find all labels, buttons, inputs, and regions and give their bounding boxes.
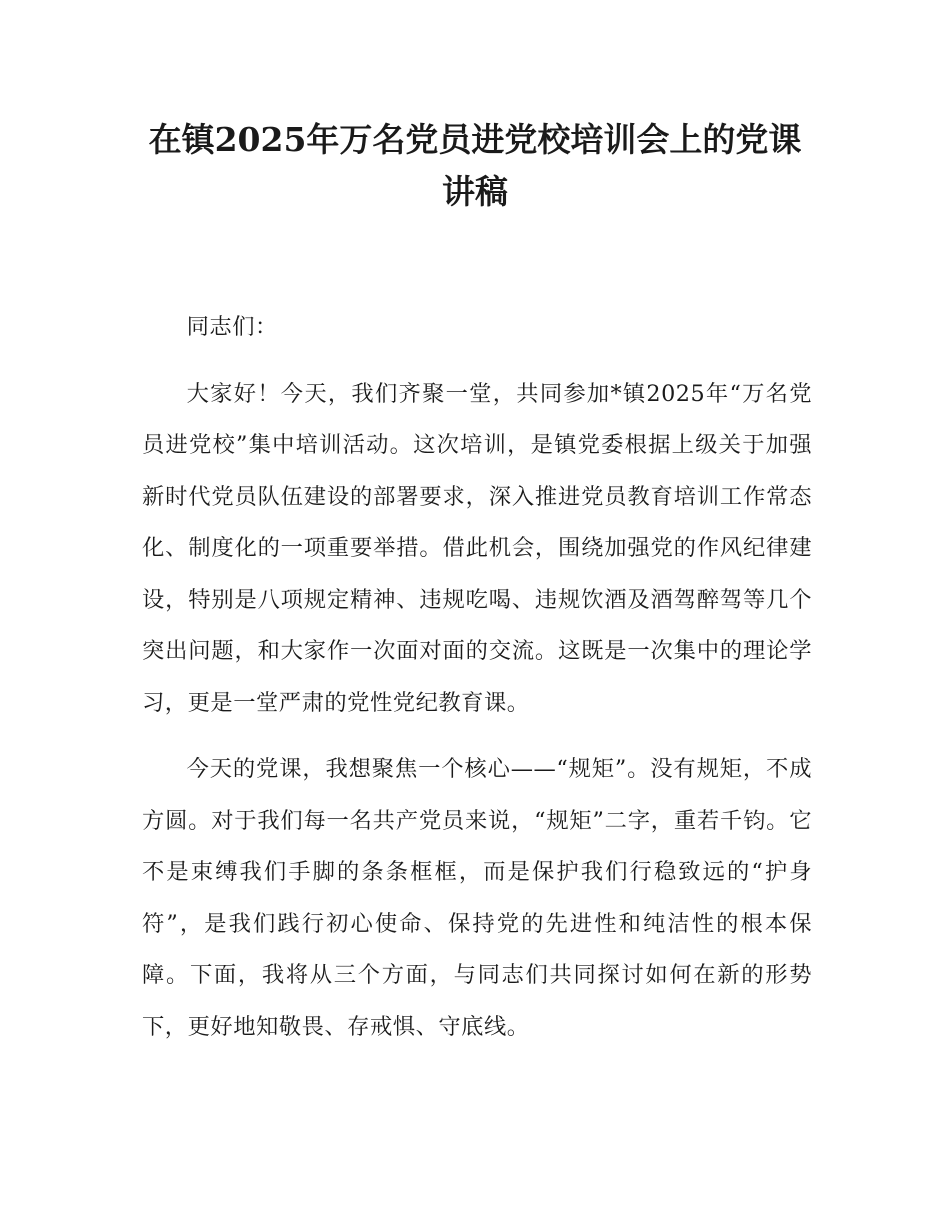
document-title: [120, 114, 830, 218]
salutation: 同志们：: [186, 314, 278, 340]
title-line-1: 在镇2025年万名党员进党校培训会上的党课: [148, 120, 802, 159]
title-line-2: 讲稿: [442, 172, 508, 211]
document-body: [142, 302, 812, 1068]
paragraph-1: 大家好！今天，我们齐聚一堂，共同参加*镇2025年“万名党员进党校”集中培训活动。这次培训，是镇党委根据上级关于加强新时代党员队伍建设的部署要求，深入推进党员教育培训工作常态化、制度化的一项重要举措。借此机会，围绕加强党的作风纪律建设，特别是八项规定精神、违规吃喝、违规饮酒及酒驾醉驾等几个突出问题，和大家作一次面对面的交流。这既是一次集中的理论学习，更是一堂严肃的党性党纪教育课。: [142, 380, 812, 716]
paragraph-2: 今天的党课，我想聚焦一个核心——“规矩”。没有规矩，不成方圆。对于我们每一名共产党员来说，“规矩”二字，重若千钧。它不是束缚我们手脚的条条框框，而是保护我们行稳致远的“护身符”，是我们践行初心使命、保持党的先进性和纯洁性的根本保障。下面，我将从三个方面，与同志们共同探讨如何在新的形势下，更好地知敬畏、存戒惧、守底线。: [142, 756, 812, 1040]
